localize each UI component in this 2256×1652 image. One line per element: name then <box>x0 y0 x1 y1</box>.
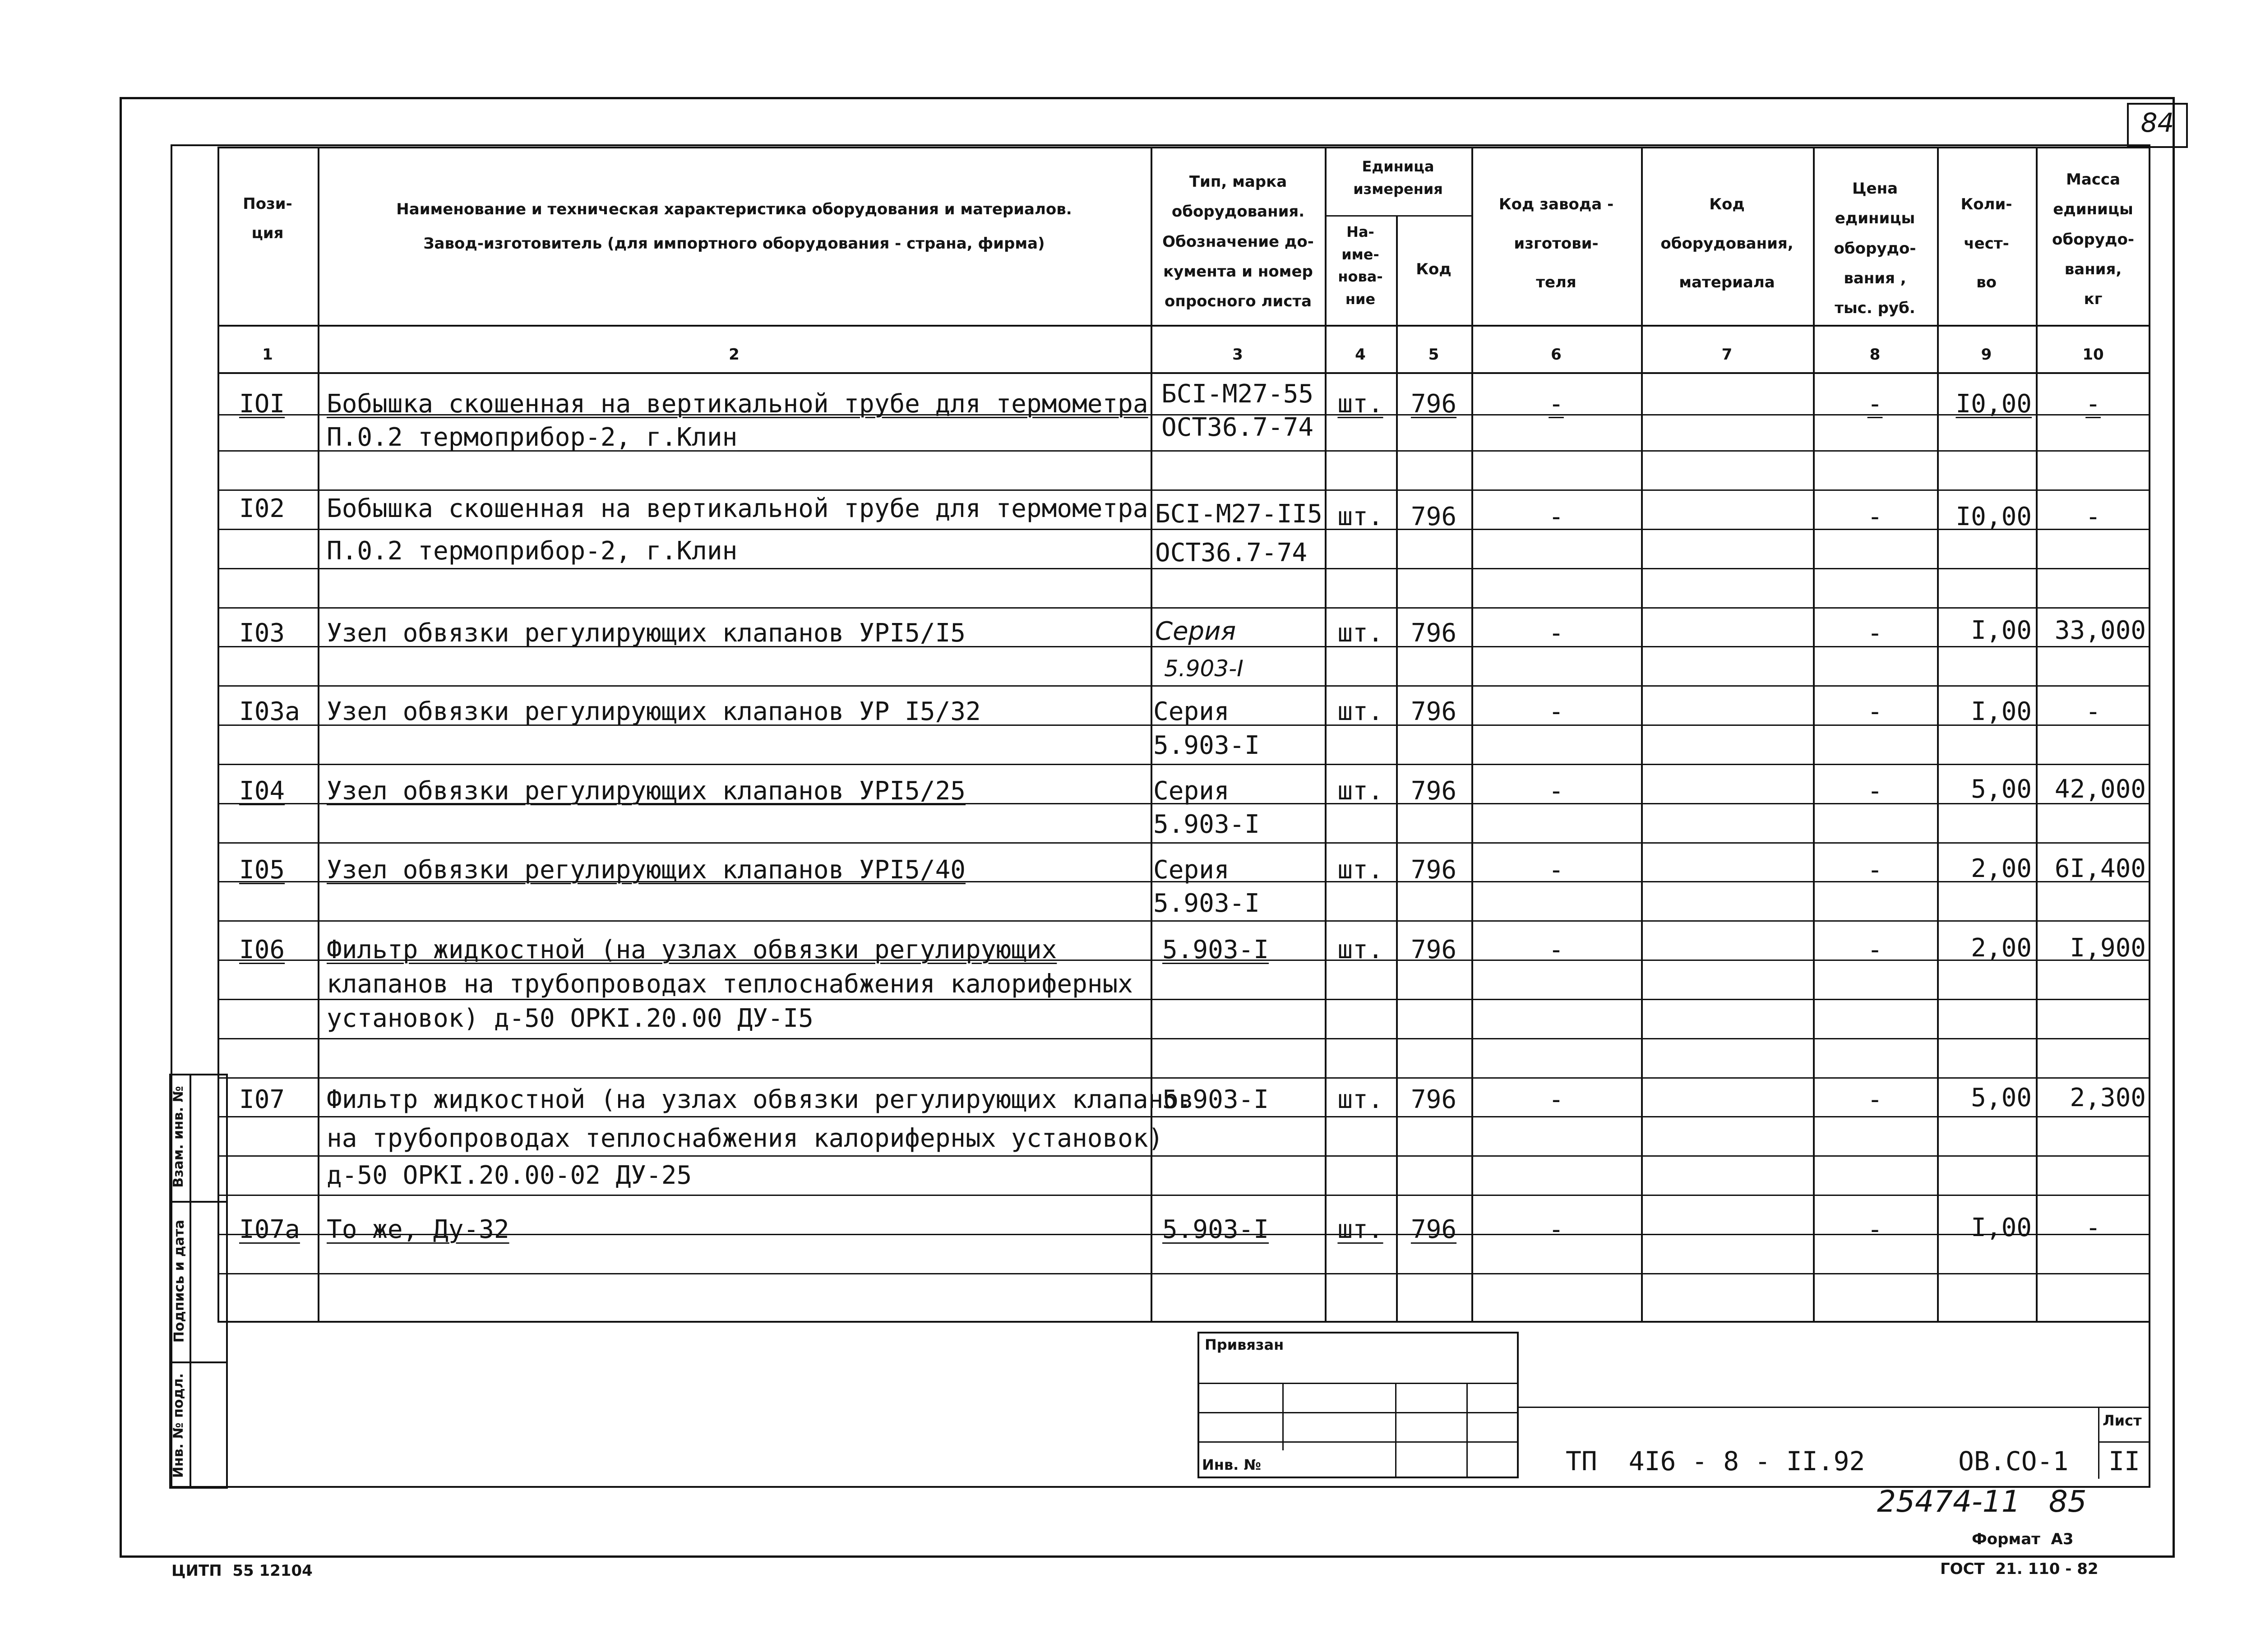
row-1-type-line1: БСI-М27-55 <box>1161 379 1314 409</box>
row-7-mass: I,900 <box>2070 933 2146 963</box>
row-9-type-line1: 5.903-I <box>1162 1215 1269 1244</box>
row-1-pos: IOI <box>239 389 285 419</box>
header-col6 <box>1471 185 1641 302</box>
header-col5: Код <box>1416 260 1452 278</box>
privyazan-line-3 <box>1197 1441 1519 1443</box>
inv-no-label: Инв. № <box>1202 1456 1261 1473</box>
footer-gost: ГОСТ 21. 110 - 82 <box>1940 1560 2099 1578</box>
row-1-plant: - <box>1549 389 1564 419</box>
row-7-price: - <box>1867 935 1883 964</box>
colnum-3: 3 <box>1232 346 1243 364</box>
row-5-code: 796 <box>1410 776 1457 806</box>
row-2-type-line2: ОСТ36.7-74 <box>1155 538 1308 568</box>
row-6-type-line1: Серия <box>1153 855 1230 885</box>
header-unit-group <box>1325 156 1471 200</box>
header-col3-line4: кумента и номер <box>1163 262 1313 281</box>
row-2-pos: I02 <box>239 494 285 523</box>
privyazan-col-1 <box>1282 1383 1284 1450</box>
row-5-price: - <box>1867 776 1883 806</box>
row-5-unit: шт. <box>1337 776 1383 806</box>
row-3-type-line1: Серия <box>1155 617 1236 646</box>
header-col10 <box>2036 165 2150 314</box>
row-8-mass: 2,300 <box>2070 1083 2146 1112</box>
row-8-plant: - <box>1549 1085 1564 1114</box>
row-1-unit: шт. <box>1337 389 1383 419</box>
header-unit-line2: измерения <box>1353 180 1443 198</box>
header-col1-line2: ция <box>251 224 284 242</box>
privyazan-col-2 <box>1395 1383 1396 1478</box>
row-5-pos: I04 <box>239 776 285 806</box>
row-1-name-line2: П.0.2 термоприбор-2, г.Клин <box>327 423 738 452</box>
row-4-code: 796 <box>1410 697 1457 726</box>
header-col8-line3: оборудо- <box>1834 239 1916 258</box>
row-1-price: - <box>1867 389 1883 419</box>
row-7-name-line1: Фильтр жидкостной (на узлах обвязки регулирующих <box>327 935 1057 964</box>
doc-code: ТП 4I6 - 8 - II.92 <box>1566 1446 1865 1477</box>
row-7-qty: 2,00 <box>1971 933 2032 963</box>
header-col4-line3: нова- <box>1338 268 1383 286</box>
row-line <box>217 1116 2150 1117</box>
row-8-name-line3: д-50 ОРКI.20.00-02 ДУ-25 <box>327 1161 692 1190</box>
header-col1 <box>217 189 318 248</box>
colnum-6: 6 <box>1551 346 1562 364</box>
header-col3 <box>1152 167 1324 316</box>
header-col6-line2: изготови- <box>1514 234 1599 253</box>
header-col9 <box>1937 185 2036 302</box>
row-4-price: - <box>1867 697 1883 726</box>
header-col3-line1: Тип, марка <box>1189 173 1287 191</box>
row-6-mass: 6I,400 <box>2054 854 2146 883</box>
header-col8-line4: вания , <box>1844 269 1906 287</box>
header-col8-line1: Цена <box>1852 180 1898 198</box>
header-col10-line3: оборудо- <box>2052 230 2134 249</box>
row-9-mass: - <box>2085 1213 2101 1242</box>
row-6-unit: шт. <box>1337 855 1383 885</box>
row-6-type-line2: 5.903-I <box>1153 889 1260 918</box>
header-col10-line4: вания, <box>2064 260 2122 278</box>
footer-left: ЦИТП 55 12104 <box>171 1562 313 1580</box>
row-8-name-line2: на трубопроводах теплоснабжения калориферных установок) <box>327 1124 1164 1153</box>
side-stamp-inv-podl: Инв. № подл. <box>171 1373 186 1478</box>
row-8-qty: 5,00 <box>1971 1083 2032 1112</box>
colnum-10: 10 <box>2082 346 2104 364</box>
row-7-name-line3: установок) д-50 ОРКI.20.00 ДУ-I5 <box>327 1004 814 1033</box>
side-stamp-vzam: Взам. инв. № <box>171 1086 186 1188</box>
colnum-bottom-line <box>217 372 2150 374</box>
sheet-box-mid <box>2098 1441 2150 1443</box>
row-line <box>217 764 2150 765</box>
side-stamp-podpis: Подпись и дата <box>171 1219 187 1343</box>
row-4-qty: I,00 <box>1971 697 2032 726</box>
colnum-1: 1 <box>262 346 273 364</box>
row-6-pos: I05 <box>239 855 285 885</box>
row-3-price: - <box>1867 618 1883 648</box>
row-1-type-line2: ОСТ36.7-74 <box>1161 413 1314 442</box>
row-5-type-line1: Серия <box>1153 776 1230 806</box>
colnum-4: 4 <box>1355 346 1366 364</box>
sheet-value: II <box>2108 1446 2140 1477</box>
header-col9-line3: во <box>1976 273 1997 292</box>
header-col6-line1: Код завода - <box>1498 195 1614 213</box>
row-8-code: 796 <box>1410 1085 1457 1114</box>
row-1-code: 796 <box>1410 389 1457 419</box>
header-bottom-line <box>217 325 2150 327</box>
colnum-7: 7 <box>1721 346 1733 364</box>
row-2-price: - <box>1867 502 1883 531</box>
row-9-pos: I07а <box>239 1215 300 1244</box>
col-line-9 <box>2036 147 2038 1322</box>
row-6-price: - <box>1867 855 1883 885</box>
row-4-plant: - <box>1549 697 1564 726</box>
row-line <box>217 1273 2150 1274</box>
header-col10-line1: Масса <box>2066 171 2121 189</box>
header-col8-line2: единицы <box>1835 209 1915 228</box>
header-col4-line2: име- <box>1341 245 1379 263</box>
row-9-qty: I,00 <box>1971 1213 2032 1242</box>
row-1-name-line1: Бобышка скошенная на вертикальной трубе для термометра <box>327 389 1148 419</box>
col-line-5 <box>1471 147 1473 1322</box>
header-col6-line3: теля <box>1536 273 1576 292</box>
footer-format: Формат А3 <box>1972 1530 2074 1548</box>
row-6-name-line1: Узел обвязки регулирующих клапанов УРI5/40 <box>327 855 966 885</box>
title-block-top <box>1519 1407 2150 1408</box>
colnum-2: 2 <box>729 346 740 364</box>
row-9-price: - <box>1867 1215 1883 1244</box>
row-7-plant: - <box>1549 935 1564 964</box>
row-8-unit: шт. <box>1337 1085 1383 1114</box>
header-col9-line1: Коли- <box>1960 195 2012 213</box>
row-5-qty: 5,00 <box>1971 775 2032 804</box>
row-2-type-line1: БСI-М27-II5 <box>1155 499 1322 529</box>
header-col3-line2: оборудования. <box>1171 203 1305 221</box>
row-9-name-line1: То же, Ду-32 <box>327 1215 509 1244</box>
row-8-price: - <box>1867 1085 1883 1114</box>
row-line <box>217 607 2150 609</box>
row-6-qty: 2,00 <box>1971 854 2032 883</box>
row-9-plant: - <box>1549 1215 1564 1244</box>
side-stamp-divider <box>190 1074 191 1489</box>
row-4-type-line1: Серия <box>1153 697 1230 726</box>
row-4-unit: шт. <box>1337 697 1383 726</box>
row-7-code: 796 <box>1410 935 1457 964</box>
row-3-type-line2: 5.903-I <box>1164 655 1244 682</box>
header-col7-line1: Код <box>1709 195 1745 213</box>
row-2-mass: - <box>2085 502 2101 531</box>
row-line <box>217 842 2150 844</box>
header-col7-line3: материала <box>1679 273 1775 292</box>
row-6-plant: - <box>1549 855 1564 885</box>
row-3-code: 796 <box>1410 618 1457 648</box>
row-line <box>217 1038 2150 1039</box>
privyazan-col-3 <box>1466 1383 1468 1478</box>
row-5-plant: - <box>1549 776 1564 806</box>
row-5-mass: 42,000 <box>2054 775 2146 804</box>
col-line-3 <box>1325 147 1327 1322</box>
row-8-type-line1: 5.903-I <box>1162 1085 1269 1114</box>
row-line <box>217 1195 2150 1196</box>
row-2-unit: шт. <box>1337 502 1383 531</box>
row-line <box>217 920 2150 922</box>
row-9-unit: шт. <box>1337 1215 1383 1244</box>
row-7-unit: шт. <box>1337 935 1383 964</box>
row-3-pos: I03 <box>239 618 285 648</box>
handwritten-bottom: 25474-11 85 <box>1877 1484 2087 1519</box>
row-4-name-line1: Узел обвязки регулирующих клапанов УР I5/32 <box>327 697 981 726</box>
header-col3-line3: Обозначение до- <box>1162 232 1314 251</box>
header-col7-line2: оборудования, <box>1660 234 1794 253</box>
row-3-unit: шт. <box>1337 618 1383 648</box>
row-line <box>217 1077 2150 1079</box>
col-line-8 <box>1937 147 1939 1322</box>
row-4-type-line2: 5.903-I <box>1153 731 1260 760</box>
col-line-6 <box>1641 147 1643 1322</box>
header-col2 <box>318 189 1151 258</box>
row-line <box>217 1155 2150 1157</box>
colnum-5: 5 <box>1428 346 1439 364</box>
sheet-label: Лист <box>2103 1412 2142 1429</box>
row-3-name-line1: Узел обвязки регулирующих клапанов УРI5/I5 <box>327 618 966 648</box>
header-col10-line5: кг <box>2084 290 2103 309</box>
row-4-pos: I03а <box>239 697 300 726</box>
colnum-8: 8 <box>1869 346 1881 364</box>
colnum-9: 9 <box>1981 346 1992 364</box>
row-2-qty: I0,00 <box>1956 502 2032 531</box>
header-col4 <box>1325 221 1396 310</box>
row-6-code: 796 <box>1410 855 1457 885</box>
header-col4-line1: На- <box>1346 223 1374 240</box>
row-5-name-line1: Узел обвязки регулирующих клапанов УРI5/25 <box>327 776 966 806</box>
row-line <box>217 489 2150 491</box>
row-5-type-line2: 5.903-I <box>1153 810 1260 839</box>
row-3-mass: 33,000 <box>2054 616 2146 645</box>
header-col1-line1: Пози- <box>243 195 292 213</box>
header-col9-line2: чест- <box>1964 234 2009 253</box>
privyazan-line-2 <box>1197 1412 1519 1413</box>
header-col8 <box>1813 174 1937 323</box>
table-bottom-line <box>217 1321 2150 1323</box>
row-1-mass: - <box>2085 389 2101 419</box>
privyazan-label: Привязан <box>1205 1336 1284 1353</box>
unit-group-divider <box>1325 215 1471 217</box>
row-line <box>217 685 2150 687</box>
row-1-qty: I0,00 <box>1956 389 2032 419</box>
row-2-name-line2: П.0.2 термоприбор-2, г.Клин <box>327 536 738 566</box>
header-col4-line4: ние <box>1345 290 1376 308</box>
privyazan-line-1 <box>1197 1383 1519 1384</box>
header-col2-line2: Завод-изготовитель (для импортного оборудования - страна, фирма) <box>423 235 1045 253</box>
row-7-pos: I06 <box>239 935 285 964</box>
header-col10-line2: единицы <box>2053 200 2133 219</box>
row-8-pos: I07 <box>239 1085 285 1114</box>
header-col2-line1: Наименование и техническая характеристика оборудования и материалов. <box>396 200 1072 218</box>
row-7-name-line2: клапанов на трубопроводах теплоснабжения калориферных <box>327 969 1133 999</box>
row-3-qty: I,00 <box>1971 616 2032 645</box>
row-2-code: 796 <box>1410 502 1457 531</box>
sheet-number-handwritten: 84 <box>2140 107 2174 138</box>
row-9-code: 796 <box>1410 1215 1457 1244</box>
row-3-plant: - <box>1549 618 1564 648</box>
row-2-name-line1: Бобышка скошенная на вертикальной трубе для термометра <box>327 494 1148 523</box>
header-top-line <box>217 147 2150 148</box>
row-7-type-line1: 5.903-I <box>1162 935 1269 964</box>
header-col3-line5: опросного листа <box>1164 292 1312 311</box>
col-line-1 <box>318 147 319 1322</box>
doc-mark: ОВ.СО-1 <box>1958 1446 2069 1477</box>
header-col7 <box>1641 185 1813 302</box>
row-8-name-line1: Фильтр жидкостной (на узлах обвязки регулирующих клапанов <box>327 1085 1194 1114</box>
row-4-mass: - <box>2085 697 2101 726</box>
row-2-plant: - <box>1549 502 1564 531</box>
header-col8-line5: тыс. руб. <box>1835 299 1915 318</box>
header-unit-line1: Единица <box>1362 158 1434 175</box>
